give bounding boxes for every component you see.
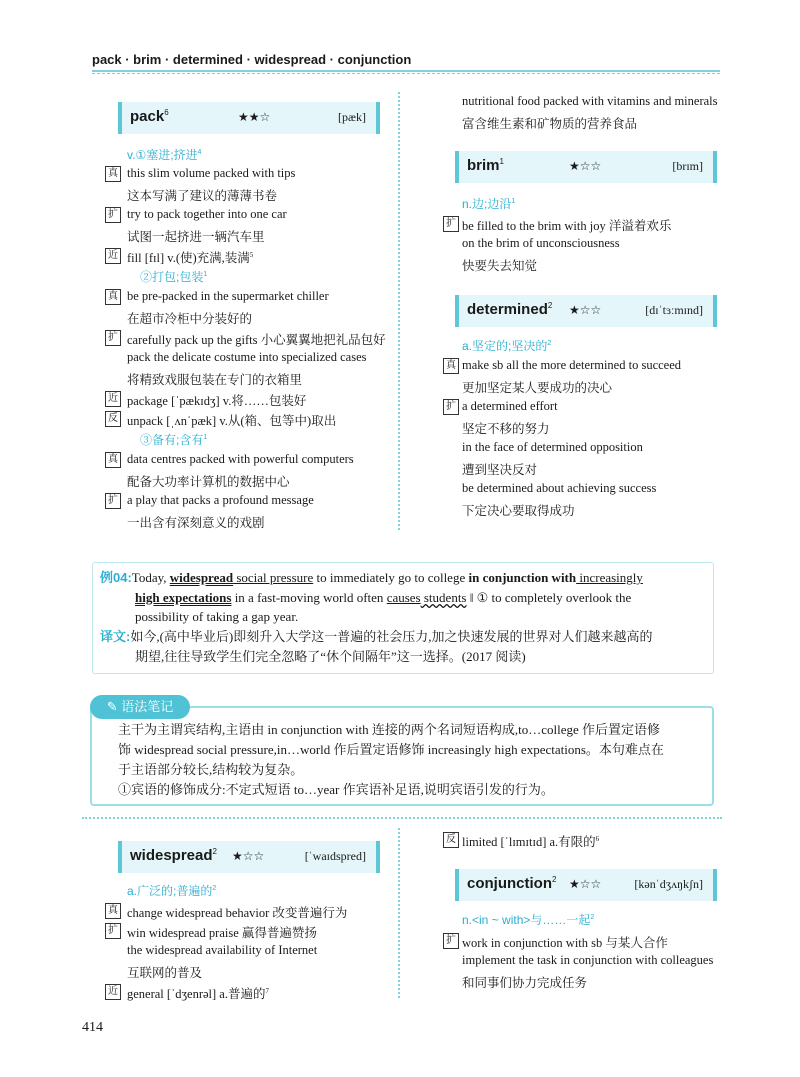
translation-line: 富含维生素和矿物质的营养食品 bbox=[462, 117, 638, 131]
example-line: pack the delicate costume into specialized cases bbox=[127, 350, 367, 364]
tag-icon: 扩 bbox=[105, 330, 121, 346]
translation-line: 快要失去知觉 bbox=[462, 259, 538, 273]
header-rule bbox=[92, 70, 720, 72]
translation-line: 试图一起挤进一辆汽车里 bbox=[127, 230, 265, 244]
phonetic: [kənˈdʒʌŋkʃn] bbox=[634, 877, 703, 891]
tag-icon: 扩 bbox=[443, 933, 459, 949]
entry-header-widespread bbox=[118, 841, 380, 873]
tag-icon: 扩 bbox=[105, 923, 121, 939]
translation-line: 下定决心要取得成功 bbox=[462, 504, 575, 518]
example-line: carefully pack up the gifts 小心翼翼地把礼品包好 bbox=[127, 333, 386, 347]
sense-label: ③备有;含有$^1$ bbox=[140, 433, 208, 447]
translation-line: 遭到坚决反对 bbox=[462, 463, 538, 477]
tag-icon: 扩 bbox=[443, 399, 459, 415]
running-header: pack · brim · determined · widespread · conjunction bbox=[92, 52, 412, 67]
synonym-line: package [ˈpækɪdʒ] v.将……包装好 bbox=[127, 394, 307, 408]
column-divider-bottom bbox=[398, 828, 410, 998]
example-line: nutritional food packed with vitamins and minerals bbox=[462, 94, 718, 108]
tag-icon: 扩 bbox=[443, 216, 459, 232]
tag-icon: 真 bbox=[443, 358, 459, 374]
phonetic: [pæk] bbox=[338, 110, 366, 124]
entry-header-pack bbox=[118, 102, 380, 134]
example-translation-line-1: 译文:如今,(高中毕业后)即刻升入大学这一普遍的社会压力,加之快速发展的世界对人们越来越高的 bbox=[100, 629, 653, 644]
synonym-line: fill [fɪl] v.(使)充满,装满$^5$ bbox=[127, 250, 254, 265]
entry-header-conjunction bbox=[455, 869, 717, 901]
tag-icon: 反 bbox=[105, 411, 121, 427]
column-divider-top bbox=[398, 92, 410, 530]
example-line: change widespread behavior 改变普遍行为 bbox=[127, 906, 348, 920]
section-divider bbox=[82, 817, 722, 819]
synonym-line: general [ˈdʒenrəl] a.普遍的$^7$ bbox=[127, 986, 269, 1001]
example-line: this slim volume packed with tips bbox=[127, 166, 296, 180]
translation-line: 这本写满了建议的薄薄书卷 bbox=[127, 189, 278, 203]
sense-label: a.坚定的;坚决的$^2$ bbox=[462, 339, 552, 353]
tag-icon: 反 bbox=[443, 832, 459, 848]
grammar-line: 主干为主谓宾结构,主语由 in conjunction with 连接的两个名词短语构成,to…college 作后置定语修 bbox=[118, 722, 660, 737]
translation-line: 将精致戏服包装在专门的衣箱里 bbox=[127, 373, 303, 387]
phonetic: [dɪˈtɜːmɪnd] bbox=[645, 303, 703, 317]
example-line: a determined effort bbox=[462, 399, 558, 413]
star-rating: ★☆☆ bbox=[569, 303, 602, 317]
headword: conjunction$^2$ bbox=[467, 875, 557, 892]
pen-icon: ✎ bbox=[106, 699, 118, 714]
sense-label: v.①塞进;挤进$^4$ bbox=[127, 148, 202, 162]
sense-label: n.边;边沿$^1$ bbox=[462, 197, 516, 211]
grammar-note-title: ✎ 语法笔记 bbox=[90, 695, 190, 719]
example-translation-line-2: 期望,往往导致学生们完全忽略了“休个间隔年”这一选择。(2017 阅读) bbox=[135, 649, 526, 664]
tag-icon: 真 bbox=[105, 166, 121, 182]
example-sentence-line-2: high expectations in a fast-moving world often causes students ‖ ① to completely overlook the bbox=[135, 590, 632, 605]
example-line: be filled to the brim with joy 洋溢着欢乐 bbox=[462, 219, 672, 233]
translation-line: 互联网的普及 bbox=[127, 966, 203, 980]
tag-icon: 真 bbox=[105, 452, 121, 468]
example-line: implement the task in conjunction with colleagues bbox=[462, 953, 714, 967]
translation-line: 和同事们协力完成任务 bbox=[462, 976, 588, 990]
translation-line: 坚定不移的努力 bbox=[462, 422, 550, 436]
tag-icon: 真 bbox=[105, 903, 121, 919]
headword: determined$^2$ bbox=[467, 301, 553, 318]
headword: widespread$^2$ bbox=[130, 847, 217, 864]
page-number: 414 bbox=[82, 1020, 103, 1035]
star-rating: ★☆☆ bbox=[232, 849, 265, 863]
sense-label: a.广泛的;普遍的$^2$ bbox=[127, 884, 217, 898]
tag-icon: 真 bbox=[105, 289, 121, 305]
tag-icon: 近 bbox=[105, 391, 121, 407]
translation-label: 译文: bbox=[100, 629, 131, 644]
sense-label: n.<in ~ with>与……一起$^2$ bbox=[462, 913, 595, 927]
headword: pack$^6$ bbox=[130, 108, 169, 125]
star-rating: ★☆☆ bbox=[569, 159, 602, 173]
example-line: be determined about achieving success bbox=[462, 481, 657, 495]
entry-header-determined bbox=[455, 295, 717, 327]
header-rule-dashed bbox=[92, 73, 720, 74]
star-rating: ★★☆ bbox=[238, 110, 271, 124]
antonym-line: limited [ˈlɪmɪtɪd] a.有限的$^6$ bbox=[462, 834, 600, 849]
example-line: a play that packs a profound message bbox=[127, 493, 314, 507]
phonetic: [brɪm] bbox=[672, 159, 703, 173]
entry-header-brim bbox=[455, 151, 717, 183]
translation-line: 在超市冷柜中分装好的 bbox=[127, 312, 253, 326]
tag-icon: 近 bbox=[105, 248, 121, 264]
headword: brim$^1$ bbox=[467, 157, 504, 174]
tag-icon: 扩 bbox=[105, 207, 121, 223]
example-line: try to pack together into one car bbox=[127, 207, 287, 221]
translation-line: 更加坚定某人要成功的决心 bbox=[462, 381, 613, 395]
antonym-line: unpack [ˌʌnˈpæk] v.从(箱、包等中)取出 bbox=[127, 414, 337, 428]
phonetic: [ˈwaɪdspred] bbox=[304, 849, 366, 863]
example-line: on the brim of unconsciousness bbox=[462, 236, 620, 250]
example-line: work in conjunction with sb 与某人合作 bbox=[462, 936, 668, 950]
example-line: the widespread availability of Internet bbox=[127, 943, 318, 957]
example-line: be pre-packed in the supermarket chiller bbox=[127, 289, 329, 303]
sense-label: ②打包;包装$^1$ bbox=[140, 270, 208, 284]
example-label: 例04: bbox=[100, 570, 132, 585]
example-line: make sb all the more determined to succeed bbox=[462, 358, 682, 372]
example-line: win widespread praise 赢得普遍赞扬 bbox=[127, 926, 317, 940]
tag-icon: 近 bbox=[105, 984, 121, 1000]
translation-line: 配备大功率计算机的数据中心 bbox=[127, 475, 290, 489]
example-line: data centres packed with powerful computers bbox=[127, 452, 354, 466]
example-line: in the face of determined opposition bbox=[462, 440, 643, 454]
tag-icon: 扩 bbox=[105, 493, 121, 509]
example-sentence-line-3: possibility of taking a gap year. bbox=[135, 609, 299, 624]
star-rating: ★☆☆ bbox=[569, 877, 602, 891]
grammar-line: ①宾语的修饰成分:不定式短语 to…year 作宾语补足语,说明宾语引发的行为。 bbox=[118, 782, 554, 797]
grammar-line: 饰 widespread social pressure,in…world 作后置定语修饰 increasingly high expectations。本句难点在 bbox=[118, 742, 664, 757]
grammar-line: 于主语部分较长,结构较为复杂。 bbox=[118, 762, 304, 777]
example-sentence-line-1: 例04:Today, widespread social pressure to immediately go to college in conjunction with increasingly bbox=[100, 570, 643, 585]
translation-line: 一出含有深刻意义的戏剧 bbox=[127, 516, 265, 530]
